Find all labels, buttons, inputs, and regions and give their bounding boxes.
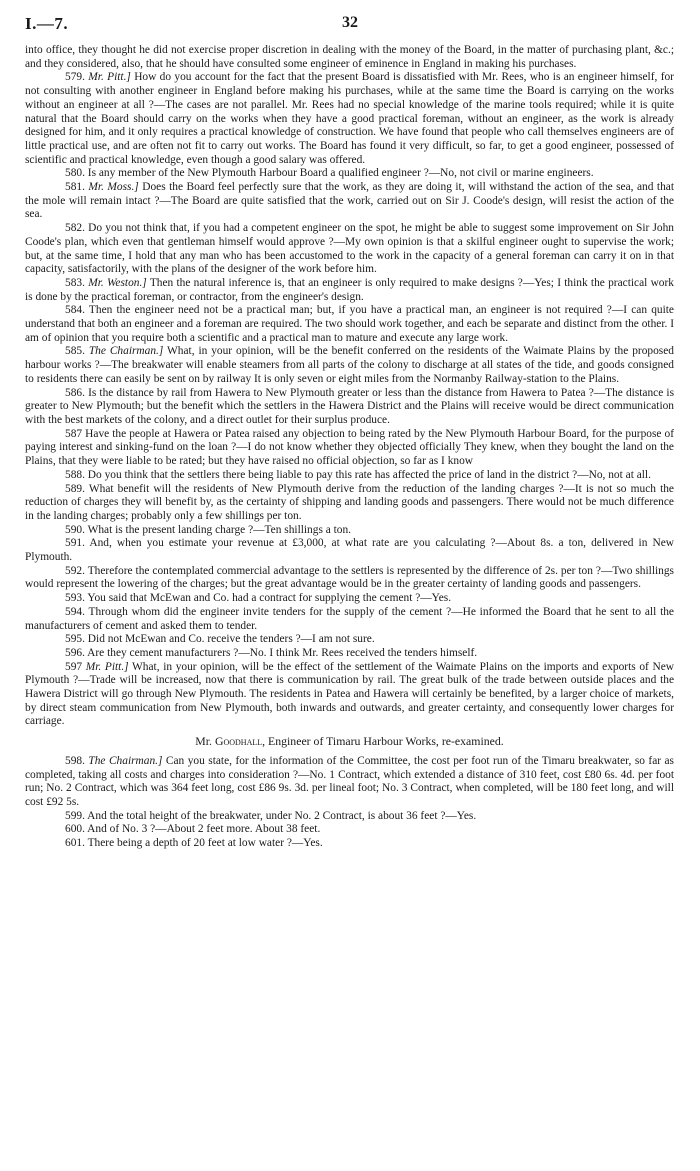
paragraph	[25, 633, 674, 647]
paragraph	[25, 823, 674, 837]
speaker-name: Mr. Moss.]	[88, 181, 139, 194]
speaker-name: The Chairman.]	[88, 754, 163, 767]
question-number: 596.	[65, 646, 85, 659]
question-number: 579.	[65, 71, 85, 84]
question-number: 591.	[65, 537, 85, 550]
question-number: 581.	[65, 181, 85, 194]
question-number: 587	[65, 427, 83, 440]
question-number: 601.	[65, 837, 85, 850]
paragraph	[25, 755, 674, 810]
paragraph	[25, 524, 674, 538]
question-number: 583.	[65, 276, 85, 289]
paragraph-text: Then the engineer need not be a practical man; but, if you have a practical man, an engineer is not required ?—I can quite understand that both an engineer and a foreman are required. The two should work together, and each be separate and distinct from the other. I am of opinion that you require both a scientific and a practical man to mature and execute any large work.	[25, 304, 674, 344]
testimony-block-pitt	[25, 44, 674, 729]
speaker-name: Mr. Weston.]	[88, 276, 147, 289]
question-number: 597	[65, 660, 83, 673]
speaker-name: The Chairman.]	[88, 345, 164, 358]
testimony-block-goodhall	[25, 755, 674, 851]
paragraph-text: Through whom did the engineer invite tenders for the supply of the cement ?—He informed the Board that he sent to all the manufacturers of cement and asked them to tender.	[25, 605, 674, 632]
paragraph	[25, 44, 674, 71]
paragraph	[25, 387, 674, 428]
paragraph-text: Do you think that the settlers there being liable to pay this rate has affected the price of land in the district ?—No, not at all.	[87, 468, 651, 481]
paragraph-text: And the total height of the breakwater, under No. 2 Contract, is about 36 feet ?—Yes.	[87, 809, 477, 822]
heading-prefix: Mr.	[195, 734, 212, 749]
paragraph	[25, 837, 674, 851]
document-reference: I.—7.	[25, 14, 69, 33]
paragraph	[25, 565, 674, 592]
paragraph	[25, 537, 674, 564]
paragraph	[25, 606, 674, 633]
question-number: 600.	[65, 823, 85, 836]
paragraph-text: And, when you estimate your revenue at £3,000, at what rate are you calculating ?—About 8s. a ton, delivered in New Plymouth.	[25, 537, 675, 564]
paragraph-text: Did not McEwan and Co. receive the tenders ?—I am not sure.	[87, 633, 375, 646]
paragraph-text: And of No. 3 ?—About 2 feet more. About 38 feet.	[87, 823, 321, 836]
paragraph	[25, 810, 674, 824]
question-number: 598.	[65, 754, 85, 767]
paragraph-text: Then the natural inference is, that an engineer is only required to make designs ?—Yes; I think the practical work is done by the practical foreman, or contractor, from the engineer's design.	[25, 276, 674, 303]
paragraph-text: Is the distance by rail from Hawera to New Plymouth greater or less than the distance from Hawera to Patea ?—The distance is greater to New Plymouth; but the benefit which the settlers in the Hawera District and the Plains will receive would be direct communication with the best markets of the colony, and a direct outlet for their surplus produce.	[25, 386, 674, 426]
paragraph	[25, 428, 674, 469]
paragraph	[25, 483, 674, 524]
paragraph-text: Are they cement manufacturers ?—No. I think Mr. Rees received the tenders himself.	[87, 646, 478, 659]
paragraph-text: Have the people at Hawera or Patea raised any objection to being rated by the New Plymouth Harbour Board, for the purpose of paying interest and sinking-fund on the loan ?—I do not know whether they objected officially They knew, when they bought the land on the Plains, that they were liable to be rated; but they have raised no official objection, so far as I know	[25, 427, 674, 468]
paragraph	[25, 71, 674, 167]
paragraph-text: Does the Board feel perfectly sure that the work, as they are doing it, will withstand the action of the sea, and that the mole will remain intact ?—The Board are quite satisfied that the work, carried out on Sir J. Coode's design, will resist the action of the sea.	[25, 181, 674, 221]
paragraph	[25, 304, 674, 345]
document-body	[25, 44, 674, 851]
paragraph	[25, 167, 674, 181]
paragraph	[25, 592, 674, 606]
paragraph	[25, 222, 674, 277]
question-number: 580.	[65, 167, 85, 180]
paragraph-text: There being a depth of 20 feet at low water ?—Yes.	[87, 837, 323, 850]
question-number: 584.	[65, 304, 85, 317]
page-header	[25, 14, 675, 38]
question-number: 590.	[65, 523, 85, 536]
question-number: 582.	[65, 222, 85, 235]
paragraph-text: Can you state, for the information of the Committee, the cost per foot run of the Timaru breakwater, so far as completed, taking all costs and charges into consideration ?—No. 1 Contract, which extended a distance of 310 feet, cost £80 6s. 4d. per foot run; No. 2 Contract, which was 364 feet long, cost £86 9s. 3d. per lineal foot; No. 3 Contract, when completed, will be 180 feet long, and will cost £92 5s.	[25, 754, 674, 808]
heading-description: Engineer of Timaru Harbour Works, re-examined.	[268, 734, 504, 749]
paragraph-text: Do you not think that, if you had a competent engineer on the spot, he might be able to suggest some improvement on Sir John Coode's plan, which even that gentleman himself would approve ?—My own opinion is that a skilful engineer ought to supervise the work; but, at the same time, I hold that any man who has been accustomed to the work in the capacity of a general foreman can carry it on in that capacity, satisfactorily, with the plans of the designer of the work before him.	[25, 222, 674, 276]
speaker-name: Mr. Pitt.]	[85, 660, 129, 673]
question-number: 588.	[65, 468, 85, 481]
page-number: 32	[342, 14, 358, 31]
paragraph-text: How do you account for the fact that the present Board is dissatisfied with Mr. Rees, who is an engineer himself, for not consulting with another engineer in England before making his purchases, while at the same time the Board is carrying on the works without an engineer at all ?—The cases are not parallel. Mr. Rees had no special knowledge of the marine tools required; while it is quite natural that the Board should carry on the works when they have a good practical foreman, without an engineer, as the work is already designed for him, and it only requires a practical knowledge of construction. We have found that people who call themselves engineers are of little practical use, and are often not fit to carry out works. The Board has found it very difficult, so far, to get a good engineer, possessed of scientific and practical knowledge, even though a good salary was offered.	[25, 71, 674, 166]
question-number: 589.	[65, 482, 85, 495]
question-number: 586.	[65, 386, 85, 399]
paragraph	[25, 277, 674, 304]
paragraph	[25, 661, 674, 730]
question-number: 599.	[65, 809, 85, 822]
paragraph-text: into office, they thought he did not exercise proper discretion in dealing with the money of the Board, in the matter of purchasing plant, &c.; and they considered, also, that he should have consulted some engineer of eminence in England in making his purchases.	[25, 44, 674, 70]
paragraph-text: What benefit will the residents of New Plymouth derive from the reduction of the landing charges ?—It is not so much the reduction of charges they will benefit by, as the certainty of shipping and landing goods and passengers. There would not be much difference in the landing charges; probably only a few shillings per ton.	[25, 482, 674, 522]
question-number: 592.	[65, 564, 85, 577]
question-number: 594.	[65, 605, 85, 618]
paragraph	[25, 469, 674, 483]
question-number: 593.	[65, 592, 85, 605]
paragraph-text: What is the present landing charge ?—Ten shillings a ton.	[87, 523, 352, 536]
paragraph	[25, 345, 674, 386]
paragraph	[25, 181, 674, 222]
paragraph-text: What, in your opinion, will be the effect of the settlement of the Waimate Plains on the imports and exports of New Plymouth ?—Trade will be increased, now that there is communication by rail. The great bulk of the trade between outside places and the Hawera District will go through New Plymouth. The residents in Patea and Hawera will certainly be benefited, by a larger choice of markets, by direct steam communication from New Plymouth, both inwards and outwards, and greater certainty, and consequently lower charges for carriage.	[25, 660, 674, 728]
paragraph-text: You said that McEwan and Co. had a contract for supplying the cement ?—Yes.	[87, 592, 452, 605]
paragraph-text: Therefore the contemplated commercial advantage to the settlers is represented by the difference of 2s. per ton ?—Two shillings would represent the lowering of the charges; but the great advantage would be in the greater certainty of landing goods and passengers.	[25, 564, 674, 591]
question-number: 585.	[65, 345, 85, 358]
paragraph-text: What, in your opinion, will be the benefit conferred on the residents of the Waimate Plains by the proposed harbour works ?—The breakwater will enable steamers from all parts of the colony to discharge at all states of the tide, and goods consigned to residents there can easily be sent on by railway It is only seven or eight miles from the Normanby Railway-station to the Plains.	[25, 345, 674, 385]
heading-witness-name: Goodhall,	[214, 734, 266, 749]
paragraph	[25, 647, 674, 661]
question-number: 595.	[65, 633, 85, 646]
speaker-name: Mr. Pitt.]	[88, 71, 131, 84]
section-heading	[25, 735, 674, 749]
paragraph-text: Is any member of the New Plymouth Harbour Board a qualified engineer ?—No, not civil or marine engineers.	[87, 167, 594, 180]
